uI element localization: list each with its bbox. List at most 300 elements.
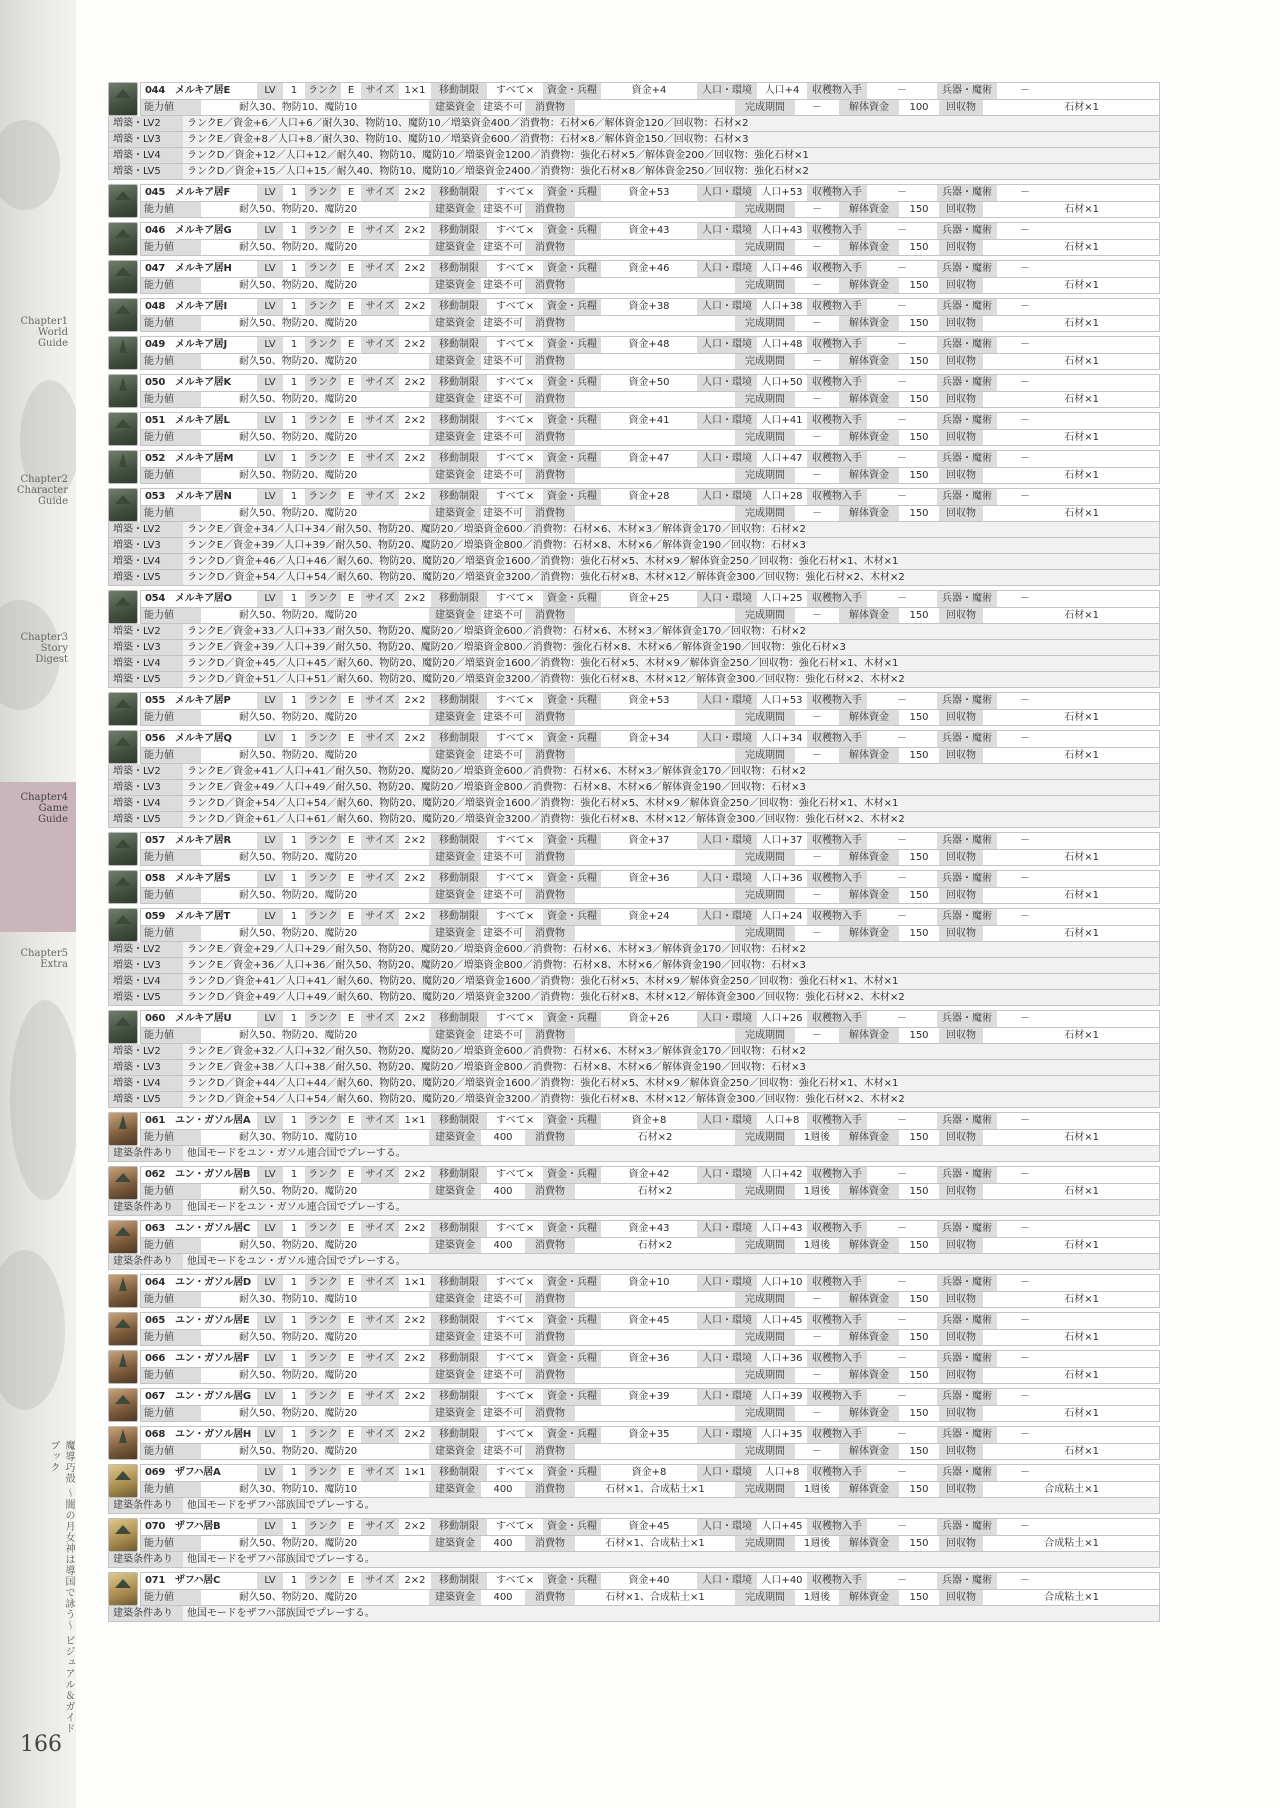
value-period: －: [812, 852, 822, 863]
value-weapon: －: [1020, 1467, 1030, 1478]
label-weapon: 兵器・魔術: [937, 413, 997, 429]
building-number: 062: [145, 1169, 165, 1180]
label-rank: ランク: [305, 83, 341, 99]
label-population: 人口・環境: [697, 1519, 757, 1535]
label-size: サイズ: [361, 1573, 399, 1589]
upgrade-level-label: 増築・LV2: [109, 624, 183, 639]
value-weapon: －: [1020, 1223, 1030, 1234]
value-period: 1週後: [803, 1132, 831, 1143]
label-dismantle: 解体資金: [839, 1238, 899, 1253]
value-move: すべて×: [495, 1013, 535, 1024]
label-ability: 能力値: [141, 926, 201, 941]
label-harvest: 収穫物入手: [807, 1427, 867, 1443]
value-size: 2×2: [404, 1169, 426, 1180]
value-build-cost: 建築不可: [483, 508, 523, 519]
value-consume: [575, 202, 735, 217]
value-harvest: －: [897, 415, 907, 426]
label-build-cost: 建築資金: [429, 888, 481, 903]
building-header-row: [140, 1388, 1160, 1405]
value-period: －: [812, 318, 822, 329]
building-header-row: [140, 1274, 1160, 1291]
chapter-tab-1[interactable]: Chapter1 World Guide: [20, 316, 68, 349]
value-lv: 1: [290, 1353, 298, 1364]
label-rank: ランク: [305, 223, 341, 239]
value-rank: E: [347, 1467, 355, 1478]
label-resources: 資金・兵糧: [543, 261, 601, 277]
label-dismantle: 解体資金: [839, 354, 899, 369]
value-ability: 耐久50、物防20、魔防20: [239, 1030, 358, 1041]
upgrade-details: ランクD／資金+12／人口+12／耐久40、物防10、魔防10／増築資金1200／消費物：強化石材×5／解体資金200／回収物：強化石材×1: [187, 150, 809, 161]
value-dismantle: 100: [909, 102, 929, 113]
label-harvest: 収穫物入手: [807, 185, 867, 201]
value-period: 1週後: [803, 1538, 831, 1549]
label-period: 完成期間: [735, 1406, 795, 1421]
value-consume: [575, 392, 735, 407]
cell-spacer: [201, 1406, 239, 1421]
building-stats-row: [140, 887, 1160, 904]
value-lv: 1: [290, 873, 298, 884]
value-rank: E: [347, 339, 355, 350]
value-rank: E: [347, 301, 355, 312]
building-header-row: [140, 260, 1160, 277]
value-lv: 1: [290, 1169, 298, 1180]
value-population: 人口+53: [761, 695, 803, 706]
label-build-cost: 建築資金: [429, 608, 481, 623]
value-consume: [575, 100, 735, 115]
value-recover: 合成粘土×1: [1044, 1592, 1099, 1603]
page-number: 166: [20, 1732, 62, 1757]
value-recover: 石材×1: [1064, 470, 1099, 481]
value-weapon: －: [1020, 835, 1030, 846]
label-move: 移動制限: [431, 1519, 487, 1535]
label-ability: 能力値: [141, 278, 201, 293]
label-lv: LV: [257, 833, 283, 849]
value-weapon: －: [1020, 1353, 1030, 1364]
value-build-cost: 建築不可: [483, 432, 523, 443]
label-recover: 回収物: [939, 468, 983, 483]
label-population: 人口・環境: [697, 1113, 757, 1129]
building-name: メルキア居P: [175, 695, 231, 706]
label-resources: 資金・兵糧: [543, 833, 601, 849]
label-recover: 回収物: [939, 392, 983, 407]
building-stats-row: [140, 1535, 1160, 1552]
label-resources: 資金・兵糧: [543, 451, 601, 467]
label-weapon: 兵器・魔術: [937, 185, 997, 201]
label-consume: 消費物: [525, 202, 575, 217]
value-build-cost: 建築不可: [483, 1446, 523, 1457]
value-period: －: [812, 1030, 822, 1041]
label-period: 完成期間: [735, 1292, 795, 1307]
value-rank: E: [347, 911, 355, 922]
value-period: －: [812, 1370, 822, 1381]
label-ability: 能力値: [141, 1238, 201, 1253]
building-entry: [108, 1274, 1160, 1308]
value-rank: E: [347, 377, 355, 388]
label-dismantle: 解体資金: [839, 1028, 899, 1043]
building-header-row: [140, 1350, 1160, 1367]
chapter-tab-4[interactable]: Chapter4 Game Guide: [0, 782, 76, 932]
cell-spacer: [201, 1292, 239, 1307]
value-ability: 耐久50、物防20、魔防20: [239, 1592, 358, 1603]
label-dismantle: 解体資金: [839, 926, 899, 941]
label-lv: LV: [257, 337, 283, 353]
label-resources: 資金・兵糧: [543, 693, 601, 709]
cell-spacer: [201, 354, 239, 369]
value-rank: E: [347, 1223, 355, 1234]
label-recover: 回収物: [939, 1238, 983, 1253]
value-harvest: －: [897, 187, 907, 198]
value-ability: 耐久50、物防20、魔防20: [239, 470, 358, 481]
value-consume: [575, 240, 735, 255]
building-icon: [108, 1312, 138, 1346]
value-lv: 1: [290, 1013, 298, 1024]
value-lv: 1: [290, 1223, 298, 1234]
value-resources: 資金+43: [628, 1223, 670, 1234]
building-header-row: [140, 412, 1160, 429]
label-move: 移動制限: [431, 909, 487, 925]
upgrade-level-label: 増築・LV2: [109, 942, 183, 957]
upgrade-row: [108, 764, 1160, 780]
upgrade-row: [108, 672, 1160, 688]
label-consume: 消費物: [525, 316, 575, 331]
value-move: すべて×: [495, 733, 535, 744]
label-period: 完成期間: [735, 710, 795, 725]
building-number: 045: [145, 187, 165, 198]
value-build-cost: 建築不可: [483, 1332, 523, 1343]
value-consume: [575, 748, 735, 763]
label-dismantle: 解体資金: [839, 392, 899, 407]
cell-spacer: [201, 1130, 239, 1145]
value-consume: [575, 1028, 735, 1043]
value-resources: 資金+46: [628, 263, 670, 274]
label-population: 人口・環境: [697, 591, 757, 607]
value-dismantle: 150: [909, 1370, 929, 1381]
value-recover: 石材×1: [1064, 508, 1099, 519]
building-name: ユン・ガソル居F: [175, 1353, 250, 1364]
building-name: ユン・ガソル居E: [175, 1315, 250, 1326]
value-weapon: －: [1020, 695, 1030, 706]
upgrade-level-label: 増築・LV5: [109, 812, 183, 827]
value-weapon: －: [1020, 491, 1030, 502]
building-name: メルキア居I: [175, 301, 227, 312]
value-period: 1週後: [803, 1186, 831, 1197]
label-build-condition: 建築条件あり: [109, 1552, 183, 1567]
value-population: 人口+24: [761, 911, 803, 922]
label-rank: ランク: [305, 909, 341, 925]
value-recover: 石材×1: [1064, 432, 1099, 443]
label-recover: 回収物: [939, 1536, 983, 1551]
building-stats-row: [140, 607, 1160, 624]
value-dismantle: 150: [909, 280, 929, 291]
value-move: すべて×: [495, 1353, 535, 1364]
building-name: メルキア居L: [175, 415, 230, 426]
building-entry: [108, 374, 1160, 408]
value-build-cost: 建築不可: [483, 318, 523, 329]
upgrade-row: [108, 1092, 1160, 1108]
value-population: 人口+34: [761, 733, 803, 744]
label-period: 完成期間: [735, 316, 795, 331]
upgrade-row: [108, 132, 1160, 148]
value-consume: [575, 1292, 735, 1307]
label-move: 移動制限: [431, 1113, 487, 1129]
value-ability: 耐久50、物防20、魔防20: [239, 1240, 358, 1251]
building-number: 061: [145, 1115, 165, 1126]
cell-spacer: [201, 1482, 239, 1497]
value-build-cost: 400: [493, 1132, 513, 1143]
value-resources: 資金+38: [628, 301, 670, 312]
label-weapon: 兵器・魔術: [937, 1313, 997, 1329]
label-consume: 消費物: [525, 1444, 575, 1459]
value-size: 2×2: [404, 453, 426, 464]
value-move: すべて×: [495, 377, 535, 388]
label-period: 完成期間: [735, 278, 795, 293]
label-period: 完成期間: [735, 926, 795, 941]
value-period: －: [812, 280, 822, 291]
building-stats-row: [140, 1443, 1160, 1460]
value-lv: 1: [290, 491, 298, 502]
label-dismantle: 解体資金: [839, 888, 899, 903]
book-title-spine: 魔導巧殻 ～闇の月女神は導国で詠う～ ビジュアル＆ガイドブック: [48, 1440, 74, 1735]
upgrade-level-label: 増築・LV4: [109, 148, 183, 163]
value-period: －: [812, 712, 822, 723]
value-period: －: [812, 204, 822, 215]
value-build-condition: 他国モードをユン・ガソル連合国でプレーする。: [187, 1256, 406, 1267]
label-weapon: 兵器・魔術: [937, 1389, 997, 1405]
value-harvest: －: [897, 1429, 907, 1440]
label-period: 完成期間: [735, 468, 795, 483]
upgrade-level-label: 増築・LV2: [109, 522, 183, 537]
label-recover: 回収物: [939, 1130, 983, 1145]
building-stats-row: [140, 99, 1160, 116]
building-name: メルキア居K: [175, 377, 231, 388]
label-weapon: 兵器・魔術: [937, 871, 997, 887]
value-period: 1週後: [803, 1240, 831, 1251]
upgrade-row: [108, 640, 1160, 656]
value-period: －: [812, 394, 822, 405]
value-lv: 1: [290, 593, 298, 604]
label-resources: 資金・兵糧: [543, 223, 601, 239]
label-recover: 回収物: [939, 430, 983, 445]
chapter-tab-5[interactable]: Chapter5 Extra: [20, 948, 68, 970]
value-population: 人口+42: [761, 1169, 803, 1180]
building-icon: [108, 1388, 138, 1422]
value-period: －: [812, 928, 822, 939]
value-weapon: －: [1020, 1429, 1030, 1440]
label-resources: 資金・兵糧: [543, 1465, 601, 1481]
label-weapon: 兵器・魔術: [937, 261, 997, 277]
building-stats-row: [140, 1367, 1160, 1384]
building-number: 055: [145, 695, 165, 706]
value-size: 1×1: [404, 1467, 426, 1478]
upgrade-details: ランクD／資金+44／人口+44／耐久60、物防20、魔防20／増築資金1600／消費物：強化石材×5、木材×9／解体資金250／回収物：強化石材×1、木材×1: [187, 1078, 899, 1089]
building-entry: [108, 488, 1160, 586]
label-recover: 回収物: [939, 202, 983, 217]
value-lv: 1: [290, 1115, 298, 1126]
label-build-cost: 建築資金: [429, 710, 481, 725]
label-period: 完成期間: [735, 202, 795, 217]
value-size: 2×2: [404, 733, 426, 744]
label-ability: 能力値: [141, 1482, 201, 1497]
value-population: 人口+4: [764, 85, 800, 96]
cell-spacer: [201, 240, 239, 255]
label-weapon: 兵器・魔術: [937, 375, 997, 391]
value-weapon: －: [1020, 225, 1030, 236]
value-recover: 石材×1: [1064, 318, 1099, 329]
label-build-cost: 建築資金: [429, 1536, 481, 1551]
building-number: 057: [145, 835, 165, 846]
value-weapon: －: [1020, 1391, 1030, 1402]
building-header-row: [140, 590, 1160, 607]
label-period: 完成期間: [735, 1536, 795, 1551]
building-icon: [108, 1112, 138, 1146]
value-population: 人口+40: [761, 1575, 803, 1586]
value-harvest: －: [897, 873, 907, 884]
label-period: 完成期間: [735, 1368, 795, 1383]
label-resources: 資金・兵糧: [543, 1275, 601, 1291]
upgrade-details: ランクD／資金+45／人口+45／耐久60、物防20、魔防20／増築資金1600／消費物：強化石材×5、木材×9／解体資金250／回収物：強化石材×1、木材×1: [187, 658, 899, 669]
value-period: －: [812, 1446, 822, 1457]
upgrade-row: [108, 796, 1160, 812]
value-rank: E: [347, 85, 355, 96]
label-move: 移動制限: [431, 337, 487, 353]
cell-spacer: [201, 1368, 239, 1383]
label-harvest: 収穫物入手: [807, 591, 867, 607]
label-weapon: 兵器・魔術: [937, 1519, 997, 1535]
build-condition-row: [108, 1146, 1160, 1162]
value-harvest: －: [897, 1353, 907, 1364]
upgrade-details: ランクE／資金+49／人口+49／耐久50、物防20、魔防20／増築資金800／消費物：石材×8、木材×6／解体資金190／回収物：石材×3: [187, 782, 806, 793]
value-period: －: [812, 1408, 822, 1419]
value-build-cost: 建築不可: [483, 204, 523, 215]
building-icon: [108, 1220, 138, 1254]
upgrade-row: [108, 1044, 1160, 1060]
label-dismantle: 解体資金: [839, 1292, 899, 1307]
label-resources: 資金・兵糧: [543, 731, 601, 747]
label-population: 人口・環境: [697, 1011, 757, 1027]
value-period: －: [812, 102, 822, 113]
value-recover: 合成粘土×1: [1044, 1484, 1099, 1495]
label-ability: 能力値: [141, 1406, 201, 1421]
value-move: すべて×: [495, 1223, 535, 1234]
label-recover: 回収物: [939, 278, 983, 293]
value-size: 2×2: [404, 415, 426, 426]
label-size: サイズ: [361, 1167, 399, 1183]
value-build-condition: 他国モードをユン・ガソル連合国でプレーする。: [187, 1148, 406, 1159]
cell-spacer: [201, 1238, 239, 1253]
value-recover: 石材×1: [1064, 1446, 1099, 1457]
upgrade-details: ランクE／資金+39／人口+39／耐久50、物防20、魔防20／増築資金800／消費物：石材×8、木材×6／解体資金190／回収物：石材×3: [187, 540, 806, 551]
label-dismantle: 解体資金: [839, 1482, 899, 1497]
build-condition-row: [108, 1254, 1160, 1270]
value-dismantle: 150: [909, 432, 929, 443]
label-consume: 消費物: [525, 850, 575, 865]
label-build-cost: 建築資金: [429, 506, 481, 521]
value-dismantle: 150: [909, 394, 929, 405]
building-icon: [108, 184, 138, 218]
label-population: 人口・環境: [697, 1465, 757, 1481]
label-move: 移動制限: [431, 731, 487, 747]
value-ability: 耐久50、物防20、魔防20: [239, 356, 358, 367]
value-harvest: －: [897, 1115, 907, 1126]
building-icon: [108, 1350, 138, 1384]
value-population: 人口+38: [761, 301, 803, 312]
value-resources: 資金+45: [628, 1521, 670, 1532]
chapter-tab-2[interactable]: Chapter2 Character Guide: [16, 474, 68, 507]
value-resources: 資金+43: [628, 225, 670, 236]
value-move: すべて×: [495, 415, 535, 426]
value-size: 2×2: [404, 1575, 426, 1586]
value-population: 人口+39: [761, 1391, 803, 1402]
label-population: 人口・環境: [697, 871, 757, 887]
value-harvest: －: [897, 1223, 907, 1234]
label-dismantle: 解体資金: [839, 430, 899, 445]
label-move: 移動制限: [431, 1221, 487, 1237]
label-consume: 消費物: [525, 748, 575, 763]
value-consume: [575, 278, 735, 293]
label-dismantle: 解体資金: [839, 1368, 899, 1383]
building-icon: [108, 1166, 138, 1200]
label-population: 人口・環境: [697, 1351, 757, 1367]
building-entry: [108, 298, 1160, 332]
value-size: 2×2: [404, 301, 426, 312]
building-header-row: [140, 374, 1160, 391]
value-recover: 石材×1: [1064, 356, 1099, 367]
building-header-row: [140, 336, 1160, 353]
value-recover: 石材×1: [1064, 280, 1099, 291]
label-build-condition: 建築条件あり: [109, 1200, 183, 1215]
label-ability: 能力値: [141, 316, 201, 331]
label-size: サイズ: [361, 261, 399, 277]
label-consume: 消費物: [525, 392, 575, 407]
cell-spacer: [201, 1536, 239, 1551]
upgrade-level-label: 増築・LV3: [109, 958, 183, 973]
upgrade-row: [108, 974, 1160, 990]
value-size: 2×2: [404, 695, 426, 706]
label-build-cost: 建築資金: [429, 1238, 481, 1253]
label-rank: ランク: [305, 833, 341, 849]
value-recover: 石材×1: [1064, 928, 1099, 939]
label-build-cost: 建築資金: [429, 1368, 481, 1383]
label-resources: 資金・兵糧: [543, 1351, 601, 1367]
building-number: 051: [145, 415, 165, 426]
cell-spacer: [201, 1444, 239, 1459]
upgrade-details: ランクE／資金+33／人口+33／耐久50、物防20、魔防20／増築資金600／消費物：石材×6、木材×3／解体資金170／回収物：石材×2: [187, 626, 806, 637]
value-population: 人口+47: [761, 453, 803, 464]
label-harvest: 収穫物入手: [807, 489, 867, 505]
label-consume: 消費物: [525, 1406, 575, 1421]
label-harvest: 収穫物入手: [807, 1275, 867, 1291]
chapter-tab-3[interactable]: Chapter3 Story Digest: [20, 632, 68, 665]
value-population: 人口+46: [761, 263, 803, 274]
building-stats-row: [140, 315, 1160, 332]
label-ability: 能力値: [141, 608, 201, 623]
label-lv: LV: [257, 1351, 283, 1367]
value-harvest: －: [897, 339, 907, 350]
value-rank: E: [347, 1521, 355, 1532]
value-build-cost: 建築不可: [483, 102, 523, 113]
building-name: メルキア居U: [175, 1013, 232, 1024]
value-resources: 資金+36: [628, 1353, 670, 1364]
value-period: －: [812, 1294, 822, 1305]
building-name: メルキア居Q: [175, 733, 232, 744]
label-build-cost: 建築資金: [429, 240, 481, 255]
upgrade-row: [108, 164, 1160, 180]
label-consume: 消費物: [525, 926, 575, 941]
value-move: すべて×: [495, 695, 535, 706]
value-resources: 資金+10: [628, 1277, 670, 1288]
value-resources: 資金+47: [628, 453, 670, 464]
label-recover: 回収物: [939, 240, 983, 255]
